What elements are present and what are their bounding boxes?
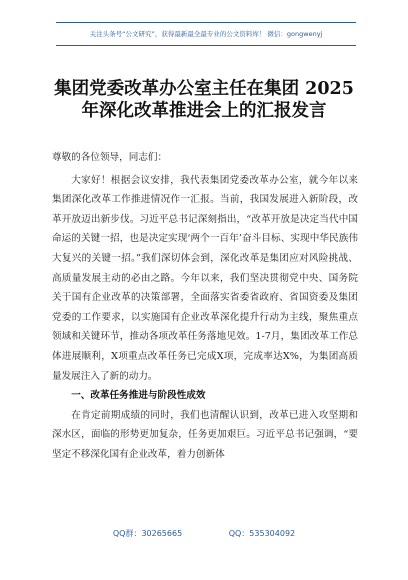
- section-heading-1: 一、改革任务推进与阶段性成效: [71, 390, 206, 402]
- paragraph-section-1: 在肯定前期成绩的同时，我们也清醒认识到，改革已进入攻坚期和深水区，面临的形势更加复杂，任务更加艰巨。习近平总书记强调，“要坚定不移深化国有企业改革，着力创新体: [52, 409, 358, 460]
- promo-banner: [56, 22, 356, 46]
- salutation: 尊敬的各位领导，同志们：: [52, 152, 168, 163]
- document-body: [52, 148, 358, 465]
- qq-group-number: QQ群：30265665: [112, 529, 183, 538]
- title-line-1: 集团党委改革办公室主任在集团 2025: [54, 79, 354, 99]
- document-title: [40, 78, 368, 122]
- contact-footer: [0, 528, 408, 539]
- promo-banner-text: 关注头条号“公文研究”，获得最新最全最专业的公文资料库！ 微信：gongwenyj: [89, 30, 323, 38]
- title-line-2: 年深化改革推进会上的汇报发言: [81, 101, 327, 121]
- paragraph-intro: 大家好！根据会议安排，我代表集团党委改革办公室，就今年以来集团深化改革工作推进情况作一汇报。当前，我国发展进入新阶段，改革开放迈出新步伐。习近平总书记深刻指出，“改革开放是决定当代中国命运的关键一招，也是决定实现‘两个一百年’奋斗目标、实现中华民族伟大复兴的关键一招。”我们深切体会到，深化改革是集团应对风险挑战、高质量发展主动的必由之路。今年以来，我们坚决贯彻党中央、国务院关于国有企业改革的决策部署，全面落实省委省政府、省国资委及集团党委的工作要求，以实施国有企业改革深化提升行动为主线，聚焦重点领域和关键环节，推动各项改革任务落地见效。1-7月，集团改革工作总体进展顺利，X项重点改革任务已完成X项，完成率达X%，为集团高质量发展注入了新的动力。: [52, 174, 358, 382]
- qq-number: QQ：535304092: [228, 529, 296, 538]
